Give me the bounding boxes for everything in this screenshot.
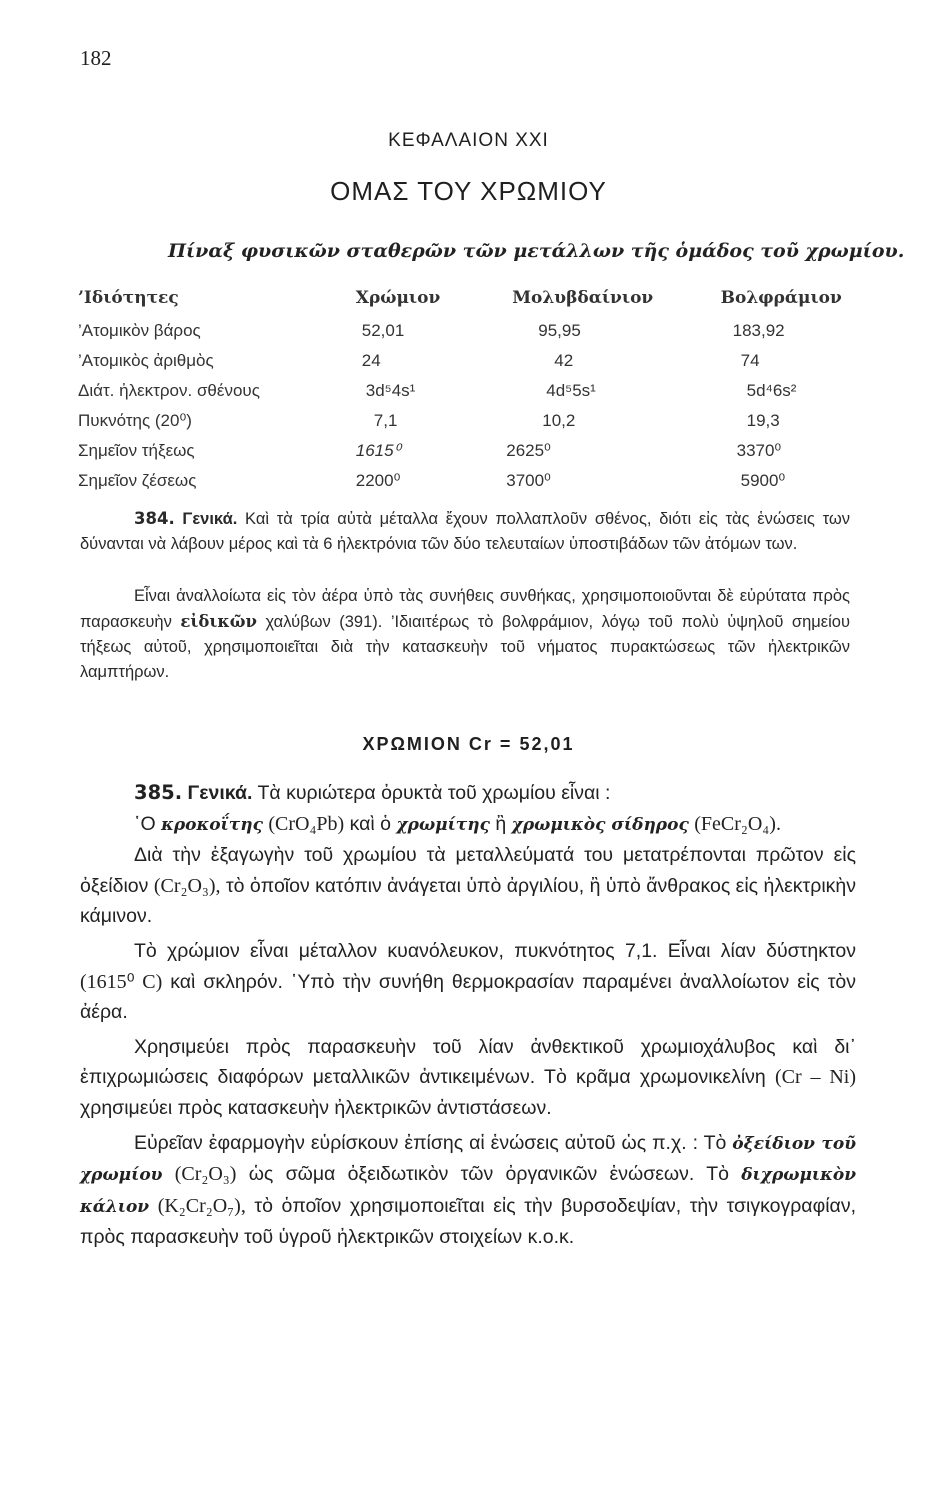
row-label: ’Ατομικὸς ἀριθμὸς (78, 351, 214, 370)
table-header-row (78, 280, 868, 316)
row-label: ’Ατομικὸν βάρος (78, 321, 201, 340)
formula: (Cr₂O₃), (153, 874, 221, 897)
cell-chromium: 24 (361, 351, 381, 370)
cell-tungsten: 183,92 (732, 321, 785, 340)
paragraph-text: Τὸ χρώμιον εἶναι μέταλλον κυανόλευκον, πυκνότητος 7,1. Εἶναι λίαν δύστηκτον (134, 939, 856, 962)
table-caption: Πίναξ φυσικῶν σταθερῶν τῶν μετάλλων τῆς ὁμάδος τοῦ χρωμίου. (168, 240, 905, 262)
paragraph-text: Εὐρεῖαν ἐφαρμογὴν εὑρίσκουν ἐπίσης αἱ ἑνώσεις αὐτοῦ ὡς π.χ. : Τὸ (134, 1131, 727, 1154)
paragraph-text: Χρησιμεύει πρὸς παρασκευὴν τοῦ λίαν ἀνθεκτικοῦ χρωμιοχάλυβος καὶ δι᾿ ἐπιχρωμιώσεις διαφόρων μεταλλικῶν ἀντικειμένων. Τὸ κρᾶμα χρωμονικελίνη (80, 1035, 856, 1089)
section-number: 384. (134, 509, 175, 528)
paragraph-text: Εἶναι ἀναλλοίωτα εἰς τὸν ἀέρα ὑπὸ τὰς συνήθεις συνθήκας, χρησιμοποιοῦνται δὲ εὐρύτατα πρὸς παρασκευὴν (80, 587, 850, 631)
compound-chromium-oxide: ὀξείδιον τοῦ χρωμίου (80, 1133, 856, 1186)
formula: (Cr₂O₃) (174, 1163, 237, 1186)
compound-potassium-dichromate: διχρωμικὸν κάλιον (80, 1165, 857, 1217)
formula: (FeCr₂O₄). (694, 812, 781, 835)
table-row (78, 466, 868, 496)
cell-chromium: 2200⁰ (355, 471, 401, 490)
section-heading: Γενικά. (187, 782, 253, 804)
emphasis-special: εἰδικῶν (180, 612, 257, 631)
mineral-chromite: χρωμίτης (396, 814, 490, 835)
text: καὶ ὁ (349, 812, 392, 835)
header-properties: ’Ιδιότητες (78, 288, 179, 308)
section-number: 385. (134, 781, 183, 804)
cell-tungsten: 19,3 (746, 411, 780, 430)
cell-molybdenum: 3700⁰ (506, 471, 551, 490)
cell-chromium: 52,01 (361, 321, 405, 340)
mineral-crocoite: κροκοΐτης (161, 814, 263, 835)
section-385-intro (80, 778, 856, 809)
table-row (78, 316, 868, 346)
text: ῾Ο (134, 812, 156, 835)
formula: (CrO₄Pb) (268, 812, 345, 835)
cell-molybdenum: 42 (554, 351, 574, 370)
minerals-line (80, 809, 856, 841)
row-label: Σημεῖον ζέσεως (78, 471, 197, 490)
cell-chromium: 7,1 (373, 411, 398, 430)
paragraph-text: τὸ ὁποῖον κατόπιν ἀνάγεται ὑπὸ ἀργιλίου, ἢ ὑπὸ ἄνθρακος εἰς ἠλεκτρικὴν κάμινον. (80, 874, 856, 928)
text: ἢ (495, 812, 507, 835)
cell-molybdenum: 95,95 (538, 321, 581, 340)
paragraph-text: τὸ ὁποῖον χρησιμοποιεῖται εἰς τὴν βυρσοδεψίαν, τὴν τσιγκογραφίαν, πρὸς παρασκευὴν τοῦ ὑγροῦ ἠλεκτρικῶν στοιχείων κ.ο.κ. (80, 1194, 857, 1249)
header-tungsten: Βολφράμιον (720, 288, 842, 308)
table-row (78, 346, 868, 376)
header-chromium: Χρώμιον (355, 288, 441, 308)
chapter-label: ΚΕΦΑΛΑΙΟΝ XXI (388, 130, 549, 151)
properties-table (78, 280, 868, 496)
table-row (78, 436, 868, 466)
row-label: Πυκνότης (20⁰) (78, 411, 192, 430)
table-row (78, 406, 868, 436)
paragraph-text: χρησιμεύει πρὸς κατασκευὴν ἠλεκτρικῶν ἀντιστάσεων. (80, 1096, 552, 1119)
chapter-title: ΟΜΑΣ ΤΟΥ ΧΡΩΜΙΟΥ (330, 176, 607, 206)
row-label: Σημεῖον τήξεως (78, 441, 195, 460)
element-heading: ΧΡΩΜΙΟΝ Cr = 52,01 (362, 734, 575, 754)
extraction-paragraph (80, 840, 856, 932)
table-row (78, 376, 868, 406)
cell-molybdenum: 4d⁵5s¹ (546, 381, 596, 400)
cell-chromium: 3d⁵4s¹ (365, 381, 416, 400)
cell-tungsten: 74 (740, 351, 760, 370)
cell-tungsten: 3370⁰ (736, 441, 782, 460)
cell-tungsten: 5900⁰ (740, 471, 786, 490)
section-heading: Γενικά. (182, 510, 238, 528)
paragraph-text: καὶ σκληρόν. ῾Υπὸ τὴν συνήθη θερμοκρασίαν παραμένει ἀναλλοίωτον εἰς τὸν ἀέρα. (80, 970, 856, 1024)
paragraph-text: Διὰ τὴν ἐξαγωγὴν τοῦ χρωμίου τὰ μεταλλεύματά του μετατρέπονται πρῶτον εἰς ὀξείδιον (80, 844, 856, 897)
section-384-paragraph-2 (80, 584, 850, 685)
row-label: Διάτ. ἠλεκτρον. σθένους (78, 381, 260, 400)
paragraph-text: Τὰ κυριώτερα ὀρυκτὰ τοῦ χρωμίου εἶναι : (257, 782, 611, 804)
formula: (1615⁰ C) (80, 970, 163, 993)
header-molybdenum: Μολυβδαίνιον (512, 288, 654, 308)
paragraph-text: ὡς σῶμα ὀξειδωτικὸν τῶν ὀργανικῶν ἑνώσεων. Τὸ (248, 1163, 729, 1186)
section-385 (80, 778, 856, 1253)
paragraph-text: χαλύβων (391). ’Ιδιαιτέρως τὸ βολφράμιον, λόγῳ τοῦ πολὺ ὑψηλοῦ σημείου τήξεως αὐτοῦ, χρησιμοποιεῖται διὰ τὴν κατασκευὴν τοῦ νήματος πυρακτώσεως τῶν ἠλεκτρικῶν λαμπτήρων. (80, 613, 850, 681)
page-number: 182 (80, 46, 112, 70)
paragraph-text: Καὶ τὰ τρία αὐτὰ μέταλλα ἔχουν πολλαπλοῦν σθένος, διότι εἰς τὰς ἑνώσεις των δύνανται νὰ λάβουν μέρος καὶ τὰ 6 ἠλεκτρόνια τῶν δύο τελευταίων ὑποστιβάδων τῶν ἀτόμων των. (80, 510, 850, 553)
compounds-paragraph (80, 1128, 856, 1253)
properties-paragraph (80, 936, 856, 1028)
section-384-paragraph-1 (80, 506, 850, 557)
uses-paragraph (80, 1032, 856, 1124)
cell-molybdenum: 10,2 (542, 411, 576, 430)
cell-chromium: 1615⁰ (355, 441, 401, 460)
cell-tungsten: 5d⁴6s² (746, 381, 797, 400)
mineral-chromic-iron: χρωμικὸς σίδηρος (511, 814, 689, 835)
cell-molybdenum: 2625⁰ (506, 441, 551, 460)
formula: (Cr – Ni) (775, 1066, 856, 1089)
formula: (K₂Cr₂O₇), (157, 1194, 246, 1217)
